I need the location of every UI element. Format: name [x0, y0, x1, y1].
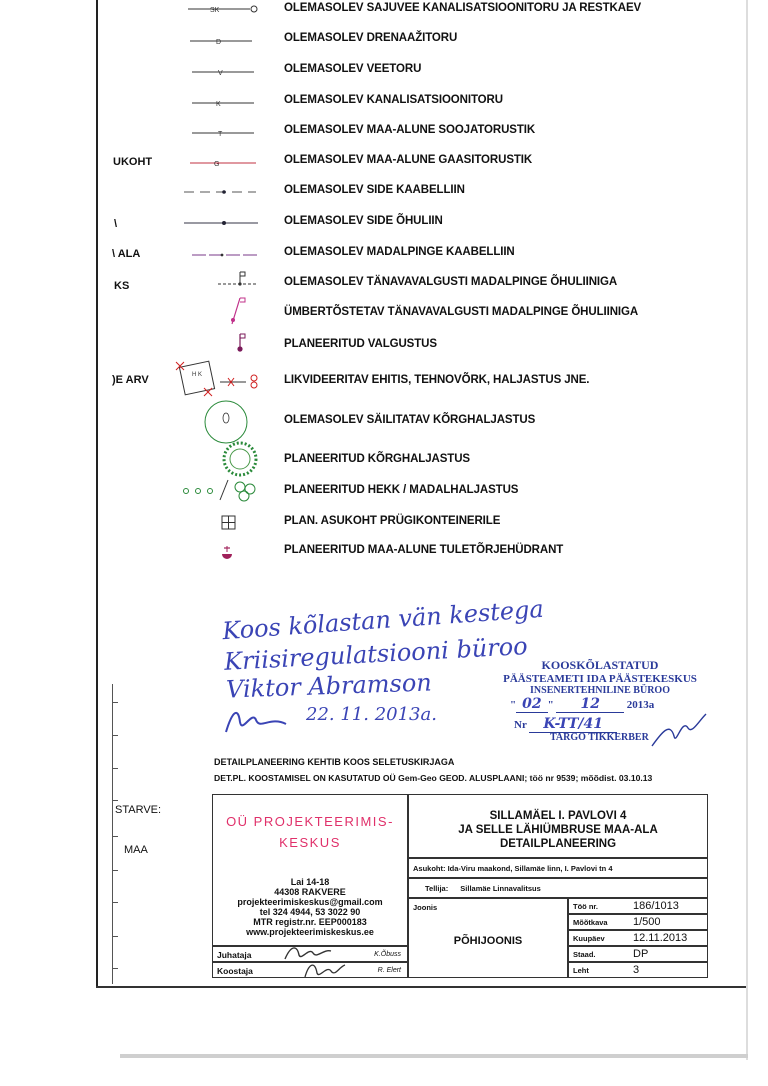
legend-item: [150, 412, 720, 432]
legend-label: OLEMASOLEV TÄNAVAVALGUSTI MADALPINGE ÕHULIINIGA: [284, 276, 618, 288]
author-name: R. Elert: [377, 967, 401, 974]
left-fragment: STARVE:: [115, 804, 162, 816]
gas-pipe-symbol: [180, 152, 300, 172]
legend-label: OLEMASOLEV DRENAAŽITORU: [284, 32, 458, 44]
stamp-date-row: " 02 " 12 2013a: [510, 696, 655, 712]
legend-item: [150, 274, 720, 294]
legend-label: PLANEERITUD VALGUSTUS: [284, 338, 437, 350]
company-address: Lai 14-18: [290, 877, 330, 887]
stamp-signer: TARGO TIKKERBER: [550, 732, 649, 743]
company-registry: MTR registr.nr. EEP000183: [253, 917, 367, 927]
handwritten-line: Koos kõlastan vän kestega: [221, 594, 545, 646]
project-title-line: DETAILPLANEERING: [499, 838, 617, 850]
legend-item: [150, 482, 720, 502]
legend-label: OLEMASOLEV MAA-ALUNE GAASITORUSTIK: [284, 154, 533, 166]
company-name-line2: KESKUS: [279, 835, 341, 850]
legend-item: [150, 336, 720, 356]
legend-item: [150, 30, 720, 50]
legend-item: [150, 542, 720, 562]
left-fragment: \ ALA: [112, 248, 141, 260]
line-code: D: [216, 39, 222, 46]
line-code: T: [218, 131, 223, 138]
client-label: Tellija:: [425, 884, 449, 893]
legend-label: PLANEERITUD MAA-ALUNE TULETÕRJEHÜDRANT: [284, 544, 564, 556]
field-label: Leht: [573, 966, 589, 975]
field-label: Kuupäev: [573, 934, 605, 943]
note-validity: DETAILPLANEERING KEHTIB KOOS SELETUSKIRJAGA: [214, 757, 455, 767]
field-value: 1/500: [633, 916, 661, 928]
stamp-nr-row: [514, 716, 617, 732]
legend-item: [150, 182, 720, 202]
legend-item: [150, 213, 720, 233]
field-value: 186/1013: [633, 900, 679, 912]
building-code: H K: [192, 372, 203, 378]
heating-pipe-symbol: [180, 122, 300, 142]
company-phone: tel 324 4944, 53 3022 90: [259, 907, 361, 917]
left-subframe-line: [112, 684, 113, 984]
left-fragment: KS: [114, 280, 130, 292]
legend-item: [150, 0, 720, 20]
left-fragment: )E ARV: [112, 374, 149, 386]
stamp-unit: INSENERTEHNILINE BÜROO: [530, 685, 670, 696]
legend-label: OLEMASOLEV SAJUVEE KANALISATSIOONITORU JA RESTKAEV: [284, 2, 642, 14]
stamp-year-suffix: a: [648, 699, 655, 711]
stamp-nr-label: Nr: [514, 719, 527, 731]
tick: [112, 768, 118, 769]
client-row: [408, 878, 708, 898]
low-voltage-cable-symbol: [180, 244, 300, 264]
planned-light-symbol: [180, 332, 300, 356]
stamp-year: 2013: [626, 699, 649, 711]
note-survey-source: DET.PL. KOOSTAMISEL ON KASUTATUD OÜ Gem-Geo GEOD. ALUSPLAANI; töö nr 9539; mõõdist. 03.10.13: [214, 773, 653, 783]
drawing-box: [408, 898, 568, 978]
legend-label: PLAN. ASUKOHT PRÜGIKONTEINERILE: [284, 515, 501, 527]
location-value: Ida-Viru maakond, Sillamäe linn, I. Pavlovi tn 4: [447, 864, 613, 873]
stamp-nr-value: K-TT/41: [529, 716, 617, 733]
legend-label: PLANEERITUD HEKK / MADALHALJASTUS: [284, 484, 519, 496]
legend-label: OLEMASOLEV SIDE ÕHULIIN: [284, 215, 443, 227]
signature-scribble: [222, 702, 292, 738]
legend-label: OLEMASOLEV KANALISATSIOONITORU: [284, 94, 503, 106]
tick: [112, 735, 118, 736]
field-row: [568, 962, 708, 978]
legend-label: PLANEERITUD KÕRGHALJASTUS: [284, 453, 470, 465]
field-label: Töö nr.: [573, 902, 598, 911]
line-code: G: [214, 161, 220, 168]
field-value: 12.11.2013: [633, 932, 688, 944]
approval-stamp: [500, 658, 700, 696]
tick: [112, 800, 118, 801]
legend-label: OLEMASOLEV SÄILITATAV KÕRGHALJASTUS: [284, 414, 536, 426]
company-box: [212, 794, 408, 946]
field-label: Staad.: [573, 950, 596, 959]
legend-label: OLEMASOLEV MADALPINGE KAABELLIIN: [284, 246, 515, 258]
author-label: Koostaja: [217, 966, 253, 976]
tick: [112, 836, 118, 837]
company-website: www.projekteerimiskeskus.ee: [246, 927, 374, 937]
handwritten-line: Kriisiregulatsiooni büroo: [223, 632, 529, 676]
author-signature: [303, 959, 347, 981]
page-edge-right: [746, 0, 748, 1060]
left-fragment: UKOHT: [113, 156, 153, 168]
tick: [112, 936, 118, 937]
field-row: [568, 946, 708, 962]
left-fragment: \: [114, 218, 118, 230]
project-title-box: [408, 794, 708, 858]
manager-label: Juhataja: [217, 950, 252, 960]
legend-item: [150, 304, 720, 324]
author-row: [212, 962, 408, 978]
project-title-line: SILLAMÄEL I. PAVLOVI 4: [489, 810, 627, 822]
legend-label: OLEMASOLEV MAA-ALUNE SOOJATORUSTIK: [284, 124, 536, 136]
hedge-icon: [170, 478, 300, 504]
water-pipe-symbol: [180, 61, 300, 81]
project-title-line: JA SELLE LÄHIÜMBRUSE MAA-ALA: [458, 824, 658, 836]
comms-cable-symbol: [180, 182, 300, 202]
waste-container-icon: [180, 513, 300, 533]
company-email: projekteerimiskeskus@gmail.com: [237, 897, 383, 907]
tick: [112, 702, 118, 703]
company-address: 44308 RAKVERE: [274, 887, 346, 897]
legend-label: OLEMASOLEV SIDE KAABELLIIN: [284, 184, 465, 196]
tick: [112, 870, 118, 871]
legend-label: ÜMBERTÕSTETAV TÄNAVAVALGUSTI MADALPINGE ÕHULIINIGA: [284, 306, 639, 318]
legend-item: [150, 244, 720, 264]
fire-hydrant-icon: [180, 542, 300, 564]
stamp-org: PÄÄSTEAMETI IDA PÄÄSTEKESKUS: [503, 673, 697, 685]
legend-label: OLEMASOLEV VEETORU: [284, 63, 422, 75]
legend-item: [150, 92, 720, 112]
legend-label: LIKVIDEERITAV EHITIS, TEHNOVÕRK, HALJASTUS JNE.: [284, 374, 590, 386]
planned-tree-icon: [180, 437, 300, 481]
field-row: [568, 898, 708, 914]
legend-item: [150, 451, 720, 471]
sewer-pipe-symbol: [180, 92, 300, 112]
drainage-pipe-symbol: [180, 30, 300, 50]
page-edge-bottom: [120, 1054, 748, 1058]
storm-sewer-symbol: [180, 0, 300, 20]
left-fragment: MAA: [124, 844, 148, 856]
stamp-day: 02: [516, 696, 547, 713]
field-row: [568, 930, 708, 946]
legend-item: [150, 372, 720, 392]
stamp-title: KOOSKÕLASTATUD: [541, 658, 659, 672]
streetlight-symbol: [180, 270, 300, 294]
stamp-signature-scribble: [648, 712, 708, 752]
relocated-streetlight-symbol: [180, 296, 300, 326]
field-value: DP: [633, 948, 649, 960]
handwritten-line: Viktor Abramson: [225, 668, 433, 704]
client-value: Sillamäe Linnavalitsus: [460, 884, 541, 893]
legend-item: [150, 61, 720, 81]
legend-item: [150, 152, 720, 172]
line-code: V: [218, 70, 223, 77]
legend-item: [150, 513, 720, 533]
field-value: 3: [633, 964, 640, 976]
tick: [112, 968, 118, 969]
line-code: K: [216, 101, 221, 108]
location-row: [408, 858, 708, 878]
handwritten-date: 22. 11. 2013a.: [306, 704, 437, 725]
drawing-label: Joonis: [413, 903, 438, 912]
sheet-left-border: [96, 0, 98, 988]
tick: [112, 902, 118, 903]
field-label: Mõõtkava: [573, 918, 608, 927]
company-name-line1: OÜ PROJEKTEERIMIS-: [226, 814, 394, 829]
sheet-bottom-border: [96, 986, 748, 988]
field-row: [568, 914, 708, 930]
manager-name: K.Õbuss: [374, 951, 401, 958]
line-code: SK: [210, 7, 220, 14]
location-label: Asukoht:: [413, 864, 446, 873]
stamp-month: 12: [556, 696, 623, 713]
legend-item: [150, 122, 720, 142]
drawing-name: PÕHIJOONIS: [453, 935, 523, 947]
comms-overhead-symbol: [180, 213, 300, 233]
